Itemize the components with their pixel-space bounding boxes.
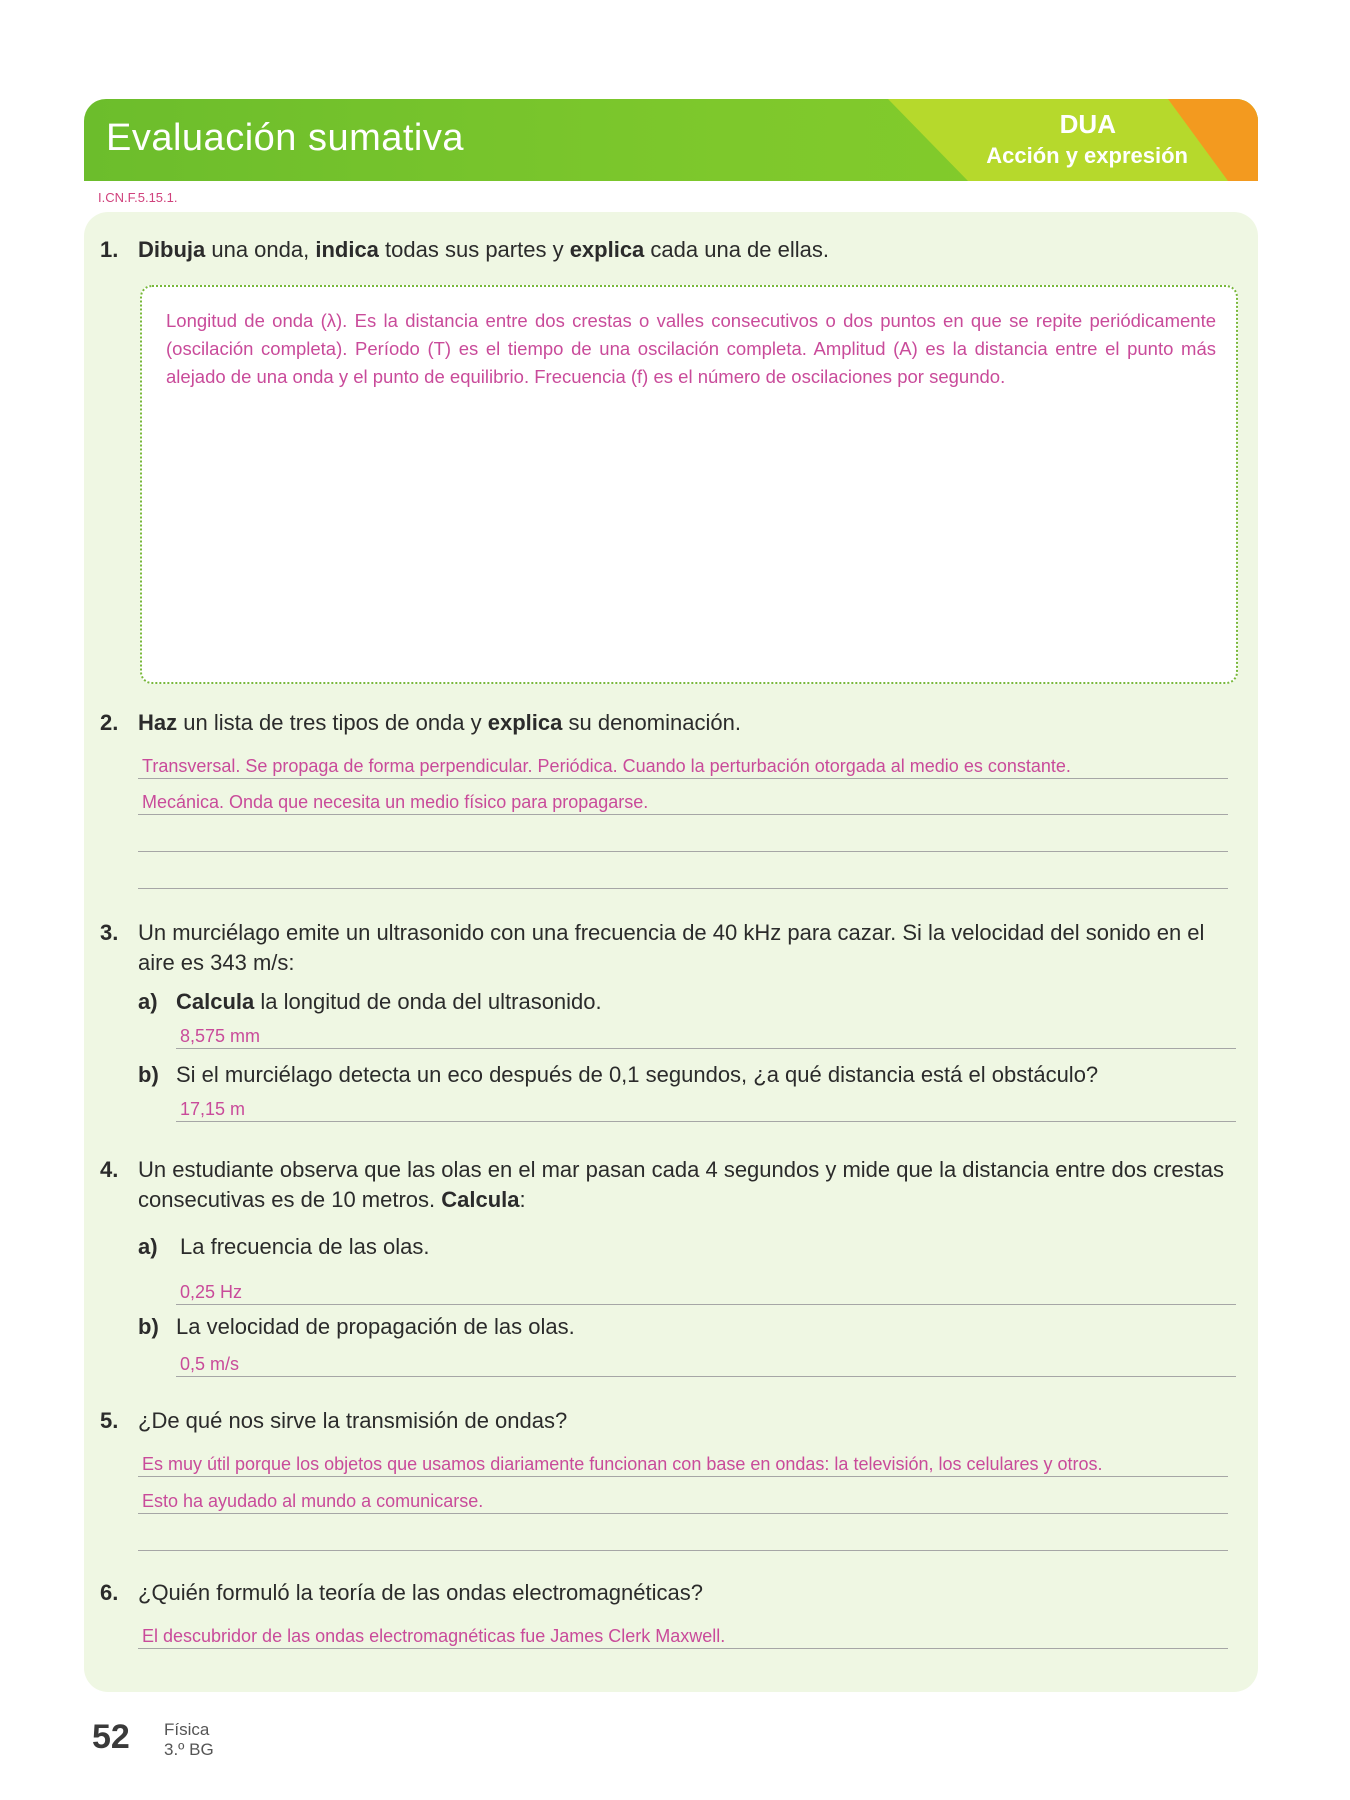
dua-label: DUA [1059,109,1116,139]
grade-label: 3.º BG [164,1740,214,1759]
footer-subject [164,1720,214,1760]
question-5: 5. ¿De qué nos sirve la transmisión de ondas? [100,1408,568,1433]
dua-subtitle: Acción y expresión [986,143,1188,168]
question-2: 2. Haz un lista de tres tipos de onda y explica su denominación. [100,710,741,735]
question-6: 6. ¿Quién formuló la teoría de las ondas electromagnéticas? [100,1580,703,1605]
page-title: Evaluación sumativa [106,117,465,159]
answer-line[interactable]: 8,575 mm [176,1022,1236,1049]
answer-line[interactable]: 0,5 m/s [176,1350,1236,1377]
indicator-code: I.CN.F.5.15.1. [98,190,178,205]
question-3: 3. Un murciélago emite un ultrasonido con una frecuencia de 40 kHz para cazar. Si la velocidad del sonido en el aire es 343 m/s: [100,920,1205,975]
answer-line[interactable]: Esto ha ayudado al mundo a comunicarse. [138,1487,1228,1514]
question-4b: b) La velocidad de propagación de las olas. [138,1314,575,1339]
drawing-answer-box[interactable] [140,285,1238,684]
question-1: 1. Dibuja una onda, indica todas sus partes y explica cada una de ellas. [100,237,829,262]
question-4: 4. Un estudiante observa que las olas en el mar pasan cada 4 segundos y mide que la distancia entre dos crestas consecutivas es de 10 metros. Calcula: [100,1157,1224,1212]
answer-text: Longitud de onda (λ). Es la distancia entre dos crestas o valles consecutivos o dos puntos en que se repite periódicamente (oscilación completa). Período (T) es el tiempo de una oscilación completa. Amplitud (A) es la distancia entre el punto más alejado de una onda y el punto de equilibrio. Frecuencia (f) es el número de oscilaciones por segundo. [166,310,1216,387]
answer-line[interactable]: Mecánica. Onda que necesita un medio físico para propagarse. [138,788,1228,815]
answer-line[interactable]: Es muy útil porque los objetos que usamos diariamente funcionan con base en ondas: la televisión, los celulares y otros. [138,1450,1228,1477]
header-banner [84,99,1258,181]
answer-line[interactable] [138,825,1228,852]
answer-line[interactable] [138,862,1228,889]
page-number: 52 [92,1718,130,1756]
answer-line[interactable]: 0,25 Hz [176,1278,1236,1305]
answer-line[interactable]: Transversal. Se propaga de forma perpendicular. Periódica. Cuando la perturbación otorgada al medio es constante. [138,752,1228,779]
answer-line[interactable] [138,1524,1228,1551]
question-3b: b) Si el murciélago detecta un eco después de 0,1 segundos, ¿a qué distancia está el obstáculo? [138,1062,1099,1087]
answer-line[interactable]: El descubridor de las ondas electromagnéticas fue James Clerk Maxwell. [138,1622,1228,1649]
answer-line[interactable]: 17,15 m [176,1095,1236,1122]
subject-name: Física [164,1720,210,1739]
question-3a: a) Calcula la longitud de onda del ultrasonido. [138,989,602,1014]
question-4a: a) La frecuencia de las olas. [138,1234,430,1259]
